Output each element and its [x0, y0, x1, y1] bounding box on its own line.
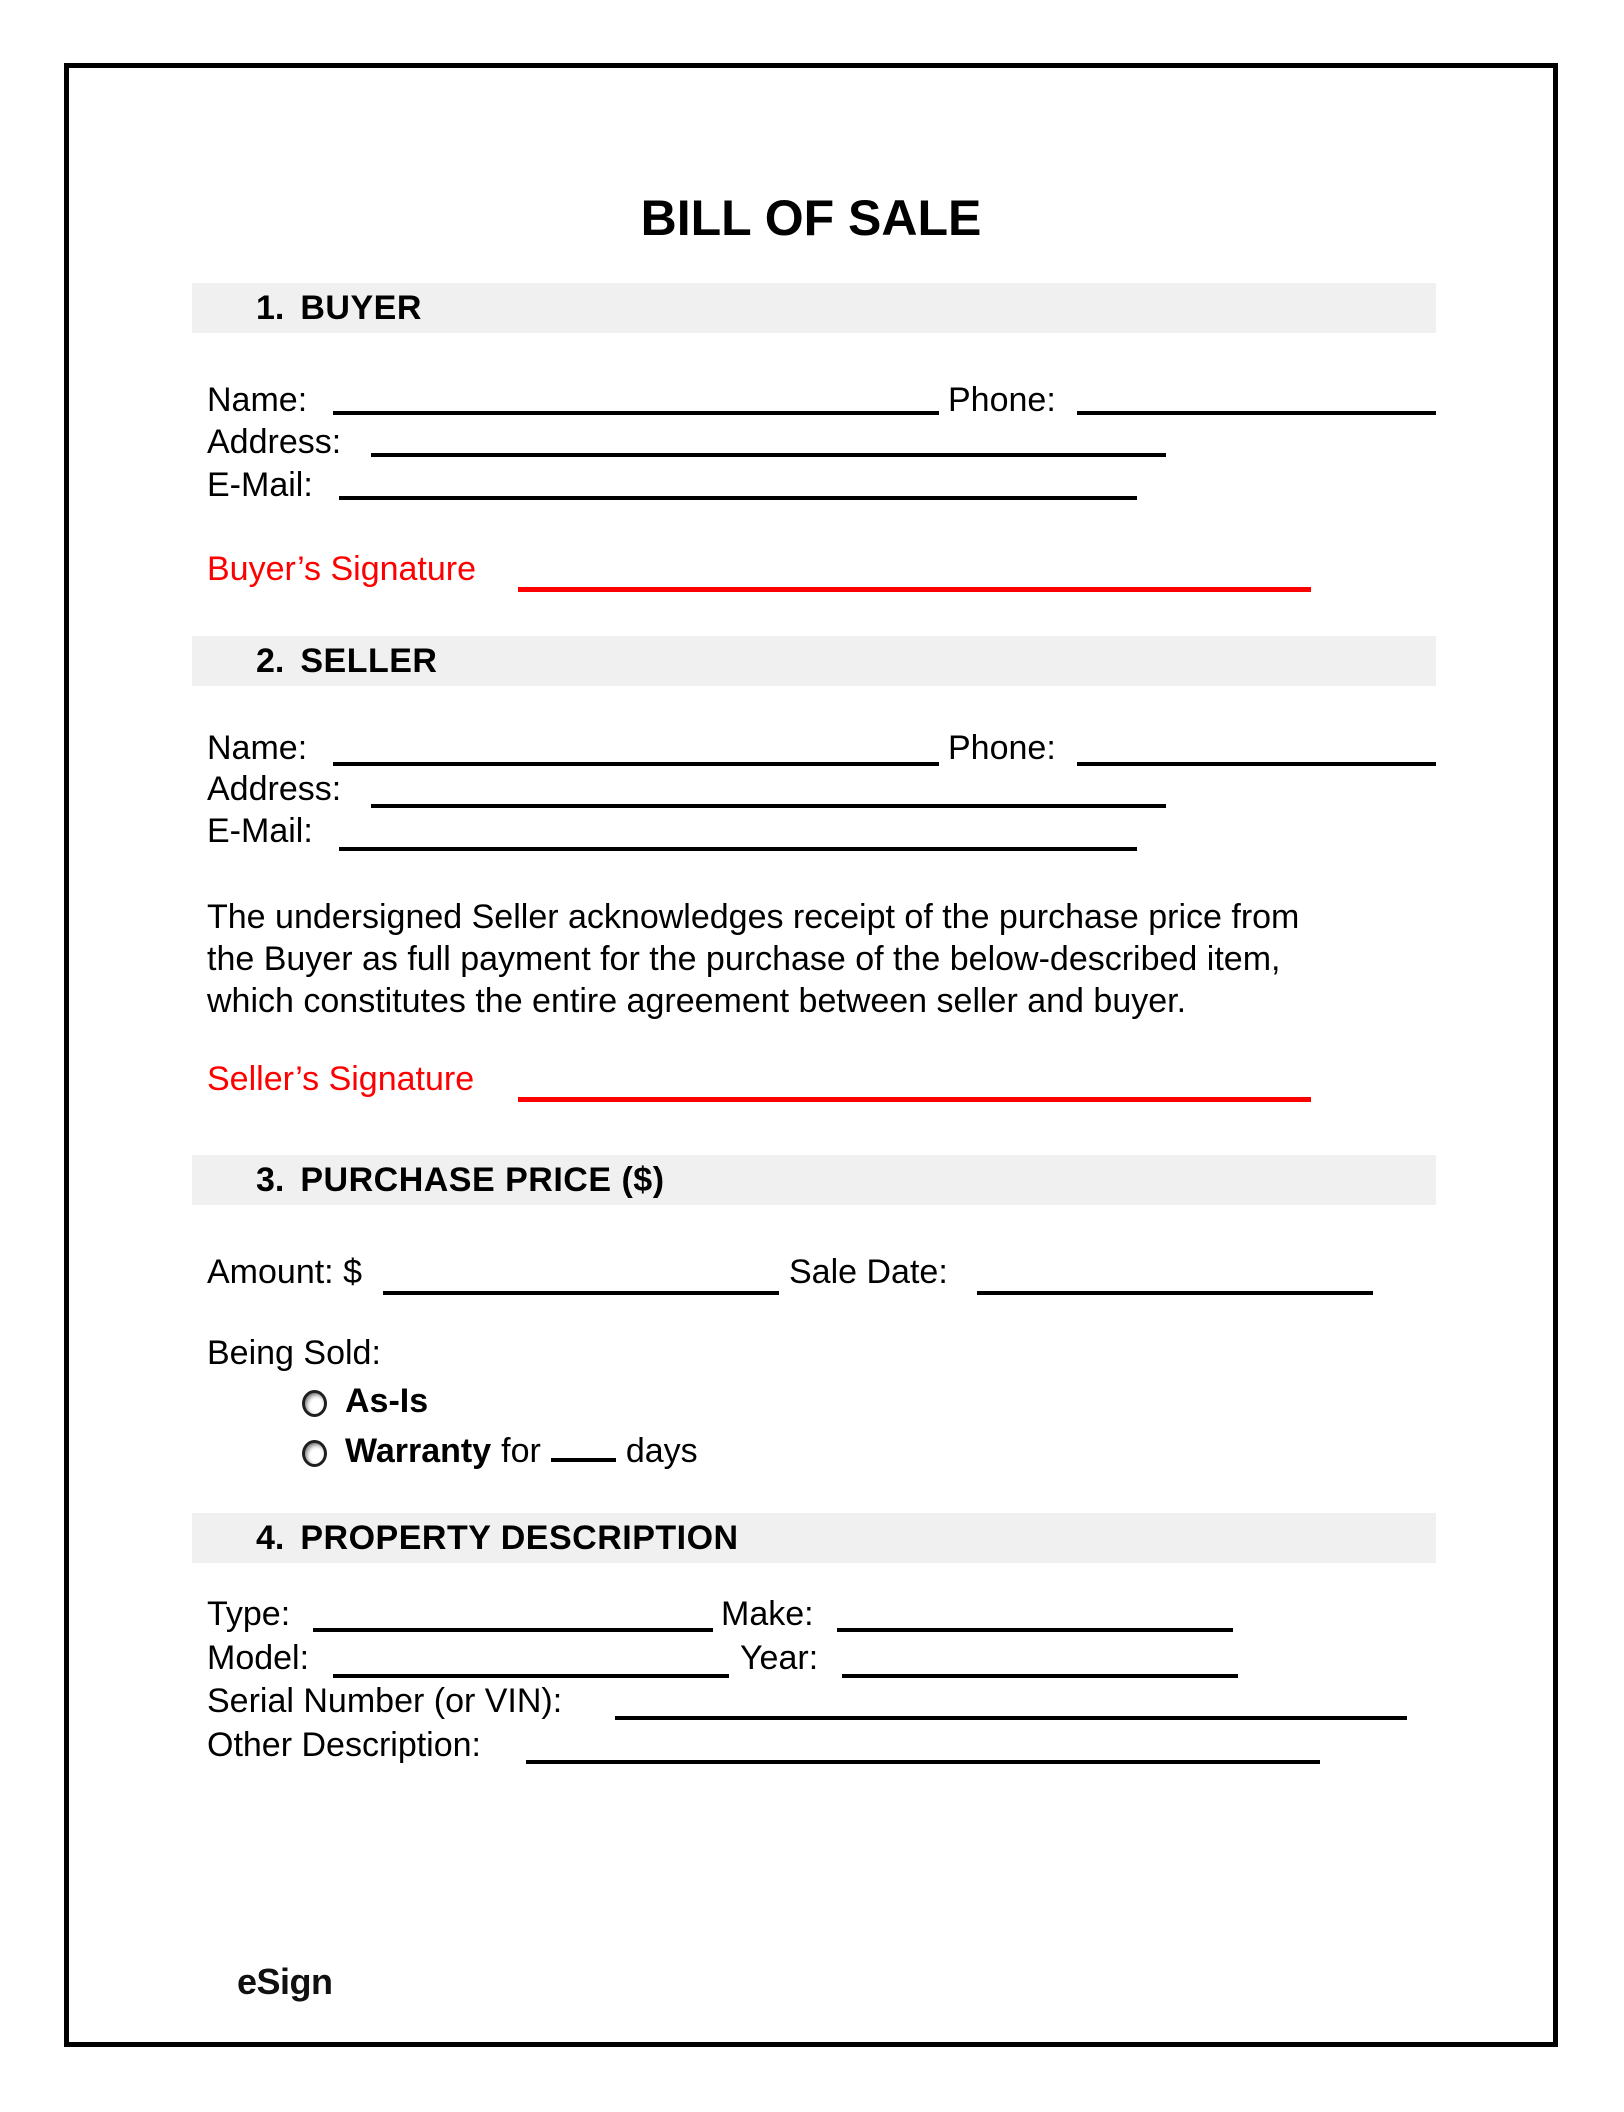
section-number: 2.: [256, 642, 285, 680]
as-is-option-label: As-Is: [345, 1382, 429, 1420]
buyer-phone-blank: [1077, 411, 1436, 415]
section-number: 3.: [256, 1161, 285, 1199]
section-header-property-description: [192, 1513, 1436, 1563]
paragraph-line: The undersigned Seller acknowledges receipt of the purchase price from: [207, 898, 1300, 936]
buyer-signature-label: Buyer’s Signature: [207, 550, 477, 588]
type-blank: [313, 1628, 713, 1632]
section-header-buyer: [192, 283, 1436, 333]
other-description-blank: [526, 1760, 1320, 1764]
year-blank: [842, 1674, 1238, 1678]
section-title: PURCHASE PRICE ($): [300, 1161, 665, 1199]
section-header-purchase-price: [192, 1155, 1436, 1205]
paragraph-line: which constitutes the entire agreement between seller and buyer.: [207, 982, 1187, 1020]
section-title: PROPERTY DESCRIPTION: [300, 1519, 739, 1557]
buyer-email-label: E-Mail:: [207, 466, 313, 504]
make-blank: [837, 1628, 1233, 1632]
seller-email-blank: [339, 847, 1137, 851]
page-title: BILL OF SALE: [640, 190, 982, 246]
bill-of-sale-page: [64, 63, 1558, 2047]
serial-number-label: Serial Number (or VIN):: [207, 1682, 563, 1720]
section-title: BUYER: [300, 289, 422, 327]
type-label: Type:: [207, 1595, 291, 1633]
year-label: Year:: [740, 1639, 819, 1677]
seller-signature-line: [518, 1097, 1311, 1102]
seller-address-label: Address:: [207, 770, 342, 808]
section-header-seller: [192, 636, 1436, 686]
warranty-for-text: for: [501, 1432, 541, 1470]
seller-phone-label: Phone:: [948, 729, 1056, 767]
model-blank: [333, 1674, 729, 1678]
model-label: Model:: [207, 1639, 310, 1677]
seller-name-blank: [333, 762, 939, 766]
sale-date-label: Sale Date:: [789, 1253, 948, 1291]
sale-date-blank: [977, 1291, 1373, 1295]
buyer-signature-line: [518, 587, 1311, 592]
warranty-days-text: days: [625, 1432, 698, 1470]
seller-signature-label: Seller’s Signature: [207, 1060, 475, 1098]
buyer-name-blank: [333, 411, 939, 415]
warranty-radio-icon[interactable]: [302, 1440, 327, 1467]
warranty-option-label: Warranty: [345, 1432, 492, 1470]
as-is-radio-icon[interactable]: [302, 1390, 327, 1417]
seller-name-label: Name:: [207, 729, 308, 767]
section-number: 4.: [256, 1519, 285, 1557]
seller-email-label: E-Mail:: [207, 812, 313, 850]
amount-blank: [383, 1291, 779, 1295]
buyer-address-label: Address:: [207, 423, 342, 461]
warranty-option-row: [345, 1430, 698, 1472]
section-number: 1.: [256, 289, 285, 327]
seller-phone-blank: [1077, 762, 1436, 766]
make-label: Make:: [721, 1595, 814, 1633]
buyer-phone-label: Phone:: [948, 381, 1056, 419]
other-description-label: Other Description:: [207, 1726, 481, 1764]
buyer-name-label: Name:: [207, 381, 308, 419]
being-sold-label: Being Sold:: [207, 1334, 381, 1372]
seller-address-blank: [371, 804, 1166, 808]
section-title: SELLER: [300, 642, 438, 680]
warranty-days-blank: [551, 1456, 616, 1462]
buyer-email-blank: [339, 496, 1137, 500]
serial-number-blank: [615, 1716, 1407, 1720]
esign-logo: eSign: [237, 1961, 333, 2002]
amount-label: Amount: $: [207, 1253, 362, 1291]
seller-acknowledgement-paragraph: [207, 896, 1299, 1022]
buyer-address-blank: [371, 453, 1166, 457]
paragraph-line: the Buyer as full payment for the purchase of the below-described item,: [207, 940, 1281, 978]
